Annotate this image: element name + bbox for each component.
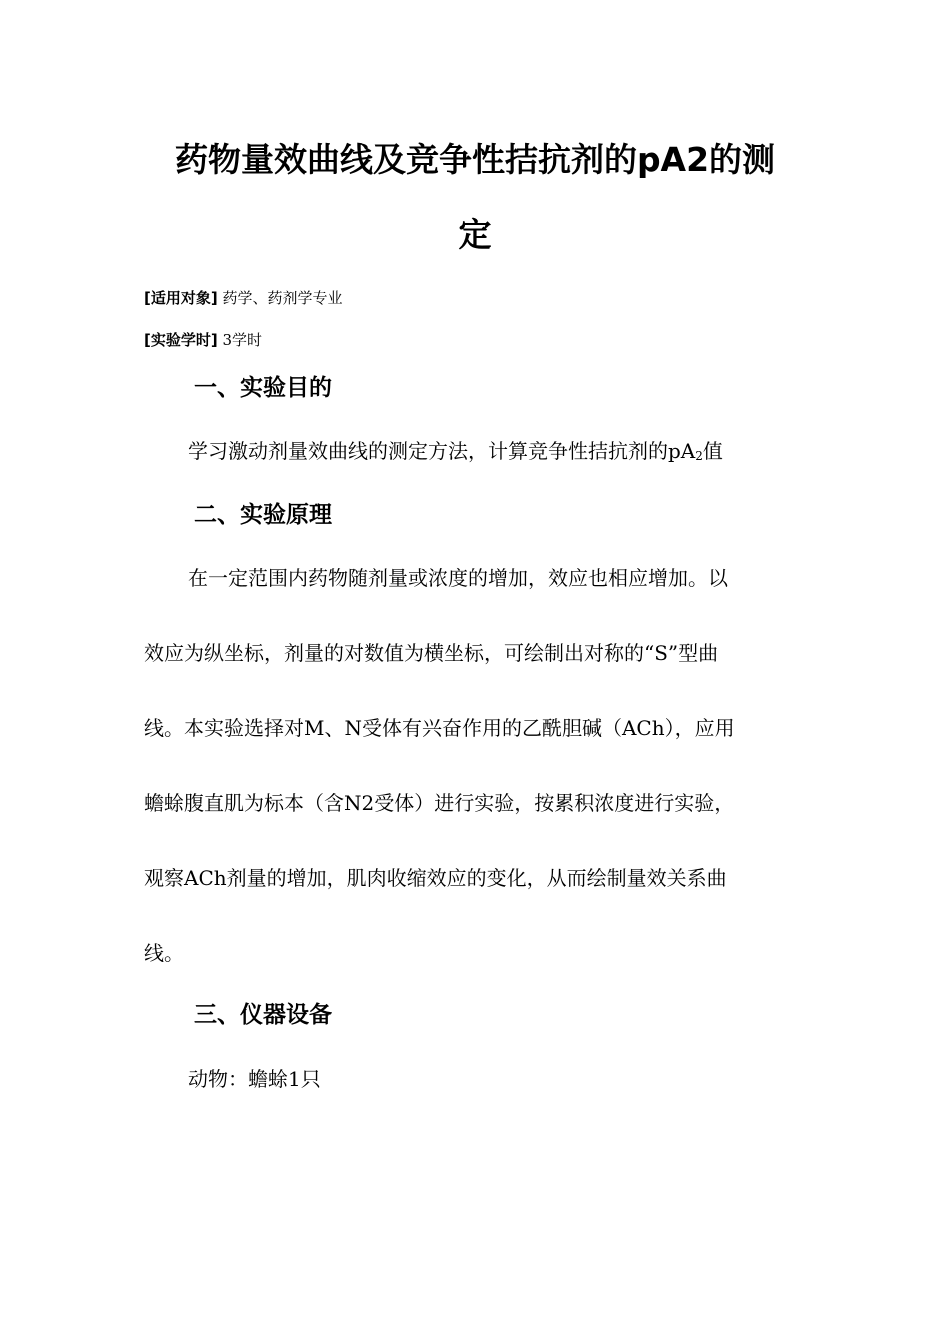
meta-class-hours bbox=[144, 330, 262, 350]
principle-line: 效应为纵坐标，剂量的对数值为横坐标，可绘制出对称的“S”型曲 bbox=[144, 641, 719, 665]
objective-text bbox=[188, 438, 723, 469]
section-heading-principle: 二、实验原理 bbox=[194, 502, 332, 528]
meta-key: [实验学时] bbox=[144, 331, 218, 349]
meta-value: 3学时 bbox=[222, 331, 263, 349]
principle-line: 线。本实验选择对M、N受体有兴奋作用的乙酰胆碱（ACh），应用 bbox=[144, 716, 735, 740]
meta-key: [适用对象] bbox=[144, 289, 218, 307]
meta-target-audience bbox=[144, 288, 343, 308]
section-heading-objective: 一、实验目的 bbox=[194, 375, 332, 401]
principle-line: 蟾蜍腹直肌为标本（含N2受体）进行实验，按累积浓度进行实验， bbox=[144, 791, 735, 815]
principle-line: 线。 bbox=[144, 941, 184, 965]
document-title-line-1: 药物量效曲线及竞争性拮抗剂的pA2的测 bbox=[174, 140, 776, 179]
equipment-line: 动物：蟾蜍1只 bbox=[188, 1067, 321, 1091]
principle-line: 观察ACh剂量的增加，肌肉收缩效应的变化，从而绘制量效关系曲 bbox=[144, 866, 727, 890]
section-heading-equipment: 三、仪器设备 bbox=[194, 1002, 332, 1028]
principle-line: 在一定范围内药物随剂量或浓度的增加，效应也相应增加。以 bbox=[188, 566, 728, 590]
objective-subscript: 2 bbox=[695, 449, 703, 463]
objective-text-main: 学习激动剂量效曲线的测定方法，计算竞争性拮抗剂的pA bbox=[188, 439, 696, 463]
meta-value: 药学、药剂学专业 bbox=[222, 289, 343, 307]
document-title-line-2: 定 bbox=[458, 215, 492, 254]
objective-text-tail: 值 bbox=[702, 439, 723, 463]
